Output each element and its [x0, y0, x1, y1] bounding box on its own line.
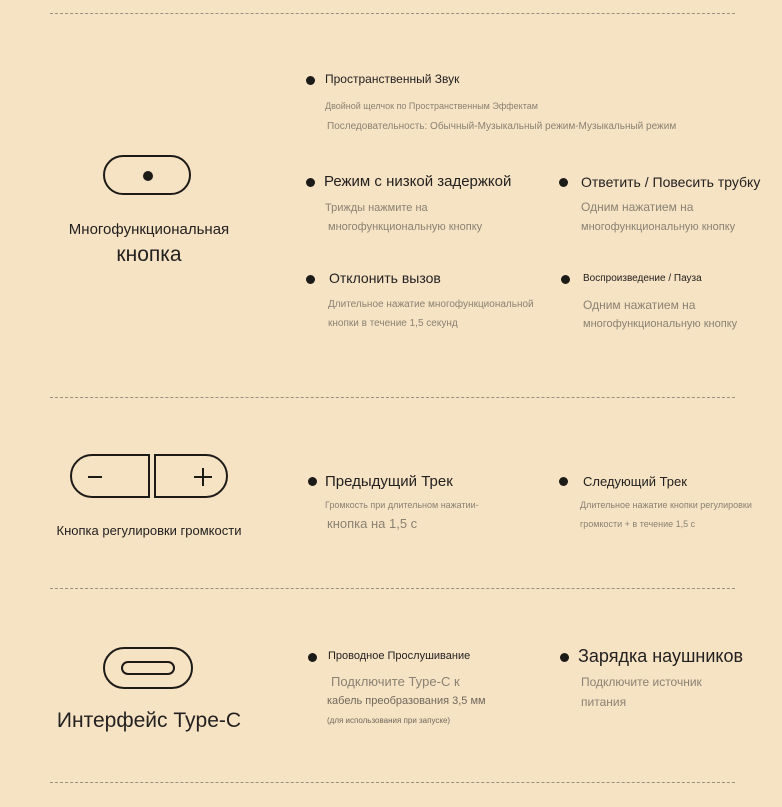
type-c-port-icon [103, 647, 193, 689]
bullet-icon [306, 178, 315, 187]
rocker-divider [148, 454, 156, 498]
bullet-icon [560, 653, 569, 662]
bullet-icon [308, 477, 317, 486]
volume-label: Кнопка регулировки громкости [56, 523, 242, 538]
multifunction-button-icon [103, 155, 191, 195]
charging-desc2: питания [581, 695, 627, 709]
play-pause-desc1: Одним нажатием на [583, 298, 696, 312]
low-latency-title: Режим с низкой задержкой [324, 173, 512, 190]
minus-icon [88, 476, 102, 478]
next-track-desc1: Длительное нажатие кнопки регулировки [580, 500, 752, 510]
divider-top [50, 13, 735, 14]
bullet-icon [306, 275, 315, 284]
button-dot-icon [143, 171, 153, 181]
play-pause-desc2: многофункциональную кнопку [583, 318, 738, 330]
wired-listening-desc2: кабель преобразования 3,5 мм [327, 695, 486, 707]
spatial-sound-title: Пространственный Звук [325, 72, 460, 86]
wired-listening-desc1: Подключите Type-C к [331, 674, 460, 689]
low-latency-desc2: многофункциональную кнопку [328, 221, 483, 233]
prev-track-title: Предыдущий Трек [325, 473, 453, 490]
bullet-icon [308, 653, 317, 662]
spatial-sound-desc2: Последовательность: Обычный-Музыкальный режим-Музыкальный режим [327, 121, 677, 132]
divider-1 [50, 397, 735, 398]
multifunction-label-line1: Многофункциональная [68, 221, 230, 238]
volume-rocker-icon [70, 454, 228, 498]
play-pause-title: Воспроизведение / Пауза [583, 273, 702, 284]
answer-call-desc2: многофункциональную кнопку [581, 221, 736, 233]
bullet-icon [559, 477, 568, 486]
charging-desc1: Подключите источник [581, 675, 702, 689]
divider-2 [50, 588, 735, 589]
bullet-icon [561, 275, 570, 284]
wired-listening-desc3: (для использования при запуске) [327, 716, 451, 725]
low-latency-desc1: Трижды нажмите на [325, 202, 428, 214]
answer-call-desc1: Одним нажатием на [581, 200, 694, 214]
reject-call-desc1: Длительное нажатие многофункциональной [328, 299, 534, 310]
prev-track-desc2: кнопка на 1,5 с [327, 516, 418, 531]
reject-call-title: Отклонить вызов [329, 270, 441, 286]
next-track-title: Следующий Трек [583, 474, 687, 489]
bullet-icon [306, 76, 315, 85]
divider-bottom [50, 782, 735, 783]
wired-listening-title: Проводное Прослушивание [328, 650, 471, 662]
prev-track-desc1: Громкость при длительном нажатии- [325, 500, 479, 510]
plus-icon-vertical [202, 468, 204, 486]
reject-call-desc2: кнопки в течение 1,5 секунд [328, 318, 458, 329]
type-c-label: Интерфейс Type-C [56, 709, 242, 732]
charging-title: Зарядка наушников [578, 646, 744, 666]
answer-call-title: Ответить / Повесить трубку [581, 174, 761, 190]
type-c-slot [121, 661, 175, 675]
multifunction-label-line2: кнопка [116, 243, 182, 266]
bullet-icon [559, 178, 568, 187]
next-track-desc2: громкости + в течение 1,5 с [580, 519, 696, 529]
spatial-sound-desc1: Двойной щелчок по Пространственным Эффектам [325, 101, 538, 111]
